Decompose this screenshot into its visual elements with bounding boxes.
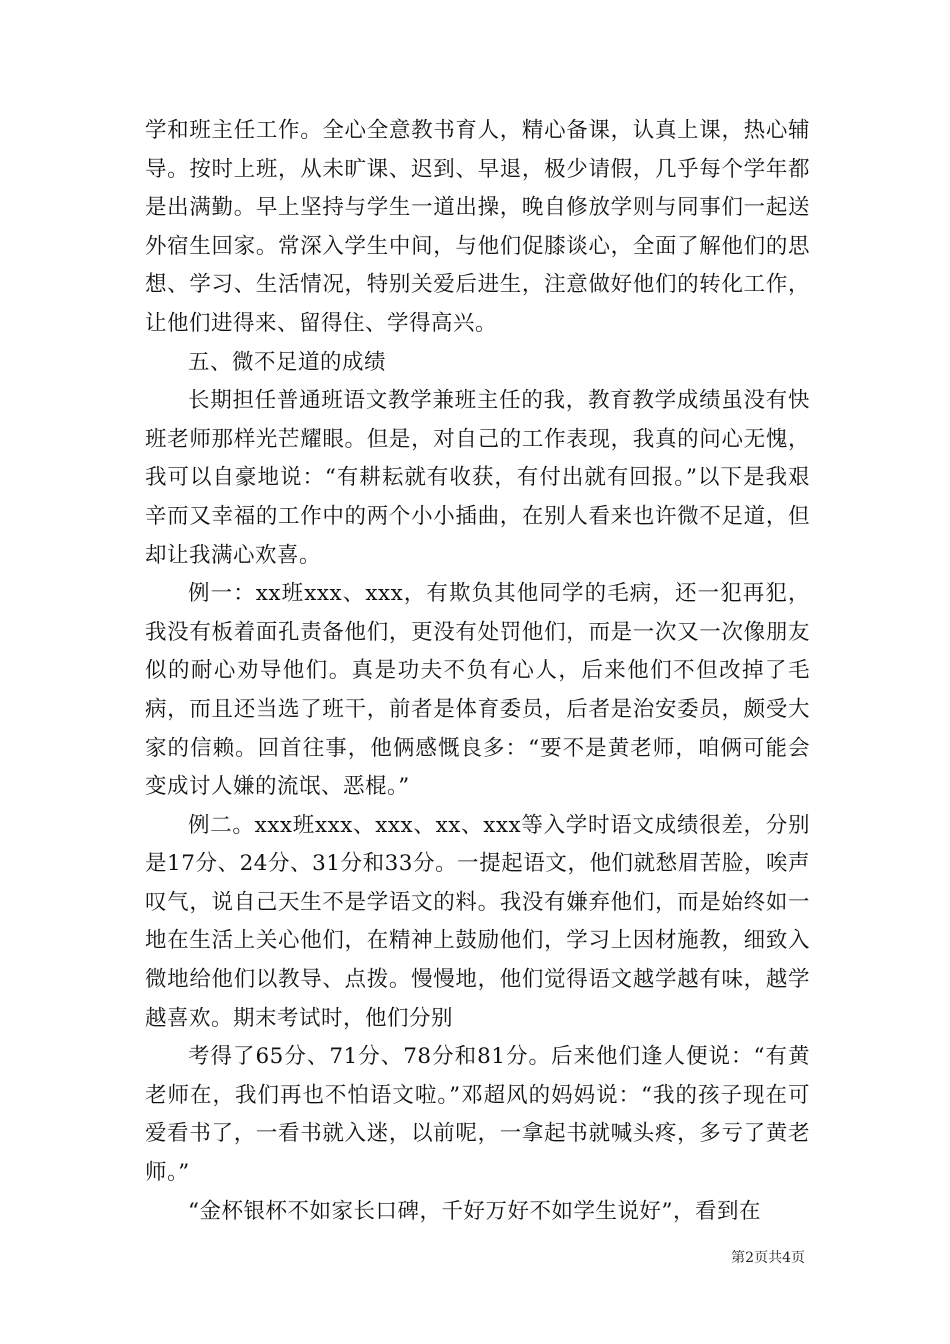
paragraph-continuation: 学和班主任工作。全心全意教书育人，精心备课，认真上课，热心辅导。按时上班，从未旷课、迟到、早退，极少请假，几乎每个学年都是出满勤。早上坚持与学生一道出操，晚自修放学则与同事们一起送外宿生回家。常深入学生中间，与他们促膝谈心，全面了解他们的思想、学习、生活情况，特别关爱后进生，注意做好他们的转化工作，让他们进得来、留得住、学得高兴。	[145, 118, 810, 336]
page-number: 第2页共4页	[731, 1250, 805, 1266]
paragraph-example-2: 例二。xxx班xxx、xxx、xx、xxx等入学时语文成绩很差，分别是17分、24分、31分和33分。一提起语文，他们就愁眉苦脸，唉声叹气，说自己天生不是学语文的料。我没有嫌弃他们，而是始终如一地在生活上关心他们，在精神上鼓励他们，学习上因材施教，细致入微地给他们以教导、点拨。慢慢地，他们觉得语文越学越有味，越学越喜欢。期末考试时，他们分别	[145, 812, 810, 1031]
section-heading: 五、微不足道的成绩	[188, 349, 387, 375]
paragraph-example-1: 例一：xx班xxx、xxx，有欺负其他同学的毛病，还一犯再犯，我没有板着面孔责备他们，更没有处罚他们，而是一次又一次像朋友似的耐心劝导他们。真是功夫不负有心人，后来他们不但改掉了毛病，而且还当选了班干，前者是体育委员，后者是治安委员，颇受大家的信赖。回首往事，他俩感慨良多：“要不是黄老师，咱俩可能会变成讨人嫌的流氓、恶棍。”	[145, 581, 810, 800]
paragraph: 考得了65分、71分、78分和81分。后来他们逢人便说：“有黄老师在，我们再也不怕语文啦。”邓超风的妈妈说：“我的孩子现在可爱看书了，一看书就入迷，以前呢，一拿起书就喊头疼，多亏了黄老师。”	[145, 1044, 810, 1186]
paragraph: 长期担任普通班语文教学兼班主任的我，教育教学成绩虽没有快班老师那样光芒耀眼。但是，对自己的工作表现，我真的问心无愧，我可以自豪地说：“有耕耘就有收获，有付出就有回报。”以下是我艰辛而又幸福的工作中的两个小小插曲，在别人看来也许微不足道，但却让我满心欢喜。	[145, 388, 810, 568]
paragraph-final: “金杯银杯不如家长口碑，千好万好不如学生说好”，看到在	[188, 1198, 761, 1224]
document-body	[145, 112, 810, 1231]
